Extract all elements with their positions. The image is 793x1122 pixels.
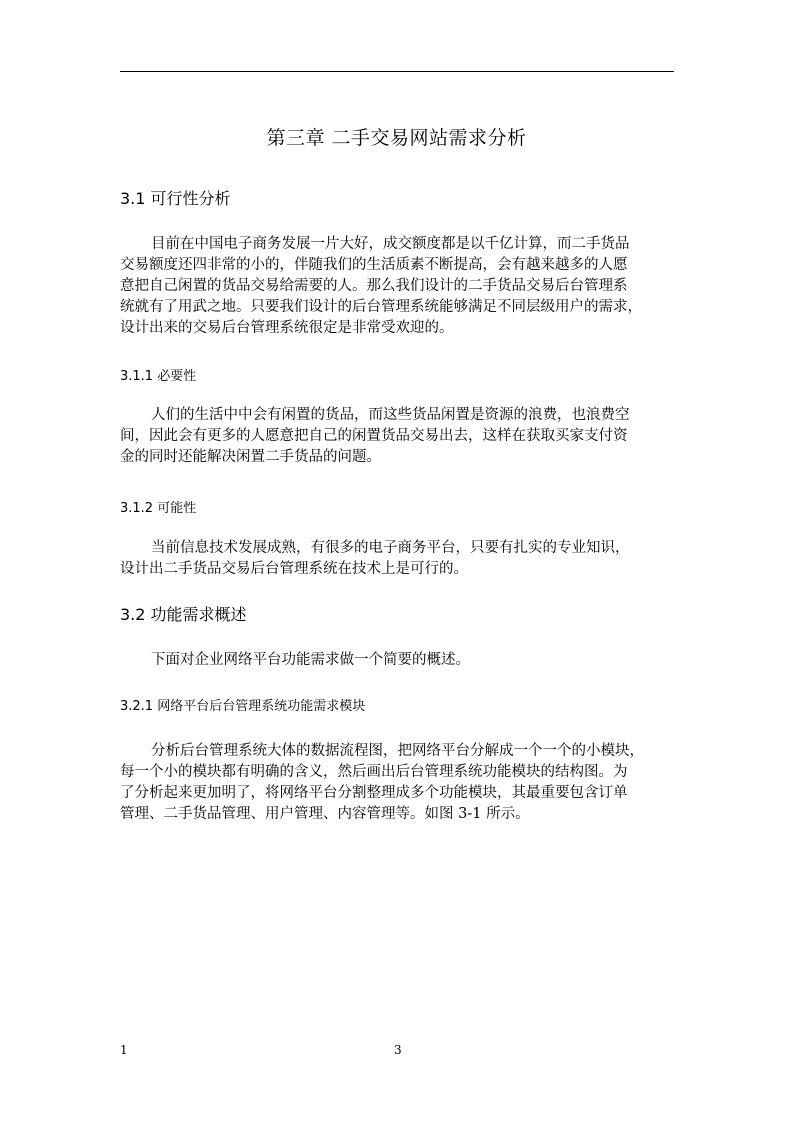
- paragraph-line: 当前信息技术发展成熟，有很多的电子商务平台，只要有扎实的专业知识，: [151, 540, 630, 556]
- paragraph-3-1-2: [120, 538, 680, 580]
- header-rule: [120, 71, 674, 72]
- section-heading-3-2-1: 3.2.1 网络平台后台管理系统功能需求模块: [120, 699, 366, 714]
- paragraph-line: 间，因此会有更多的人愿意把自己的闲置货品交易出去，这样在获取买家支付资: [120, 428, 628, 444]
- paragraph-3-2-1: [120, 741, 680, 825]
- section-heading-3-1-1: 3.1.1 必要性: [120, 369, 197, 384]
- paragraph-line: 了分析起来更加明了，将网络平台分割整理成多个功能模块，其最重要包含订单: [120, 785, 628, 801]
- footer-left-number: 1: [120, 1043, 128, 1057]
- section-heading-3-2: 3.2 功能需求概述: [120, 605, 247, 624]
- paragraph-line: 意把自己闲置的货品交易给需要的人。那么我们设计的二手货品交易后台管理系: [120, 278, 628, 294]
- paragraph-line: 设计出二手货品交易后台管理系统在技术上是可行的。: [120, 561, 468, 577]
- paragraph-line: 管理、二手货品管理、用户管理、内容管理等。如图 3-1 所示。: [120, 806, 530, 822]
- paragraph-line: 分析后台管理系统大体的数据流程图，把网络平台分解成一个一个的小模块，: [151, 743, 644, 759]
- paragraph-line: 下面对企业网络平台功能需求做一个简要的概述。: [151, 652, 470, 668]
- chapter-title: 第三章 二手交易网站需求分析: [266, 127, 527, 149]
- section-heading-3-1-2: 3.1.2 可能性: [120, 501, 197, 516]
- paragraph-line: 设计出来的交易后台管理系统很定是非常受欢迎的。: [120, 320, 454, 336]
- section-heading-3-1: 3.1 可行性分析: [120, 189, 231, 208]
- page-number: 3: [394, 1043, 402, 1057]
- paragraph-line: 金的同时还能解决闲置二手货品的问题。: [120, 449, 381, 465]
- paragraph-line: 交易额度还四非常的小的，伴随我们的生活质素不断提高，会有越来越多的人愿: [120, 257, 628, 273]
- paragraph-line: 每一个小的模块都有明确的含义，然后画出后台管理系统功能模块的结构图。为: [120, 764, 628, 780]
- paragraph-line: 人们的生活中中会有闲置的货品，而这些货品闲置是资源的浪费，也浪费空: [151, 407, 630, 423]
- paragraph-line: 统就有了用武之地。只要我们设计的后台管理系统能够满足不同层级用户的需求，: [120, 299, 642, 315]
- paragraph-line: 目前在中国电子商务发展一片大好，成交额度都是以千亿计算，而二手货品: [151, 236, 630, 252]
- paragraph-3-1: [120, 234, 680, 339]
- paragraph-3-1-1: [120, 405, 680, 468]
- paragraph-3-2: [120, 650, 680, 671]
